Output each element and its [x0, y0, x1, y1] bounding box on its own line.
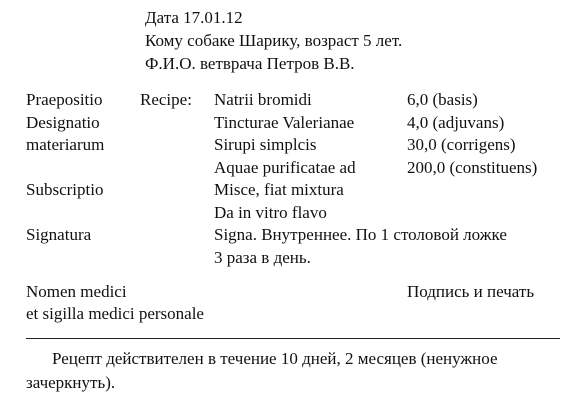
prescription-row — [0, 202, 584, 225]
ingredient-amount: 30,0 (corrigens) — [407, 135, 516, 154]
ingredient-name: Natrii bromidi — [214, 90, 312, 109]
sigilla-label: et sigilla medici personale — [26, 304, 204, 323]
prescription-header — [145, 7, 402, 76]
nomen-medici-label: Nomen medici — [26, 282, 127, 301]
instruction-text: Misce, fiat mixtura — [214, 180, 344, 199]
validity-note-line1: Рецепт действителен в течение 10 дней, 2 месяцев (ненужное — [52, 349, 498, 368]
section-label: Praepositio — [26, 90, 103, 109]
date-line: Дата 17.01.12 — [145, 8, 243, 27]
ingredient-name: Tincturae Valerianae — [214, 113, 355, 132]
patient-line: Кому собаке Шарику, возраст 5 лет. — [145, 31, 403, 50]
ingredient-amount: 200,0 (constituens) — [407, 158, 538, 177]
prescription-row — [0, 134, 584, 157]
section-label: Subscriptio — [26, 180, 104, 199]
section-label: Designatio — [26, 113, 100, 132]
instruction-text: 3 раза в день. — [214, 248, 311, 267]
instruction-text: Signa. Внутреннее. По 1 столовой ложке — [214, 225, 507, 244]
instruction-text: Da in vitro flavo — [214, 203, 327, 222]
divider-line — [26, 338, 560, 339]
signature-row — [0, 281, 584, 304]
sign-and-stamp-label: Подпись и печать — [407, 282, 535, 301]
prescription-row — [0, 89, 584, 112]
vet-line: Ф.И.О. ветврача Петров В.В. — [145, 54, 355, 73]
section-label: materiarum — [26, 135, 105, 154]
prescription-row — [0, 157, 584, 180]
prescription-row — [0, 112, 584, 135]
ingredient-amount: 6,0 (basis) — [407, 90, 478, 109]
signature-row — [0, 303, 584, 326]
recipe-label: Recipe: — [140, 90, 192, 109]
section-label: Signatura — [26, 225, 92, 244]
prescription-row — [0, 224, 584, 247]
ingredient-name: Sirupi simplcis — [214, 135, 317, 154]
validity-note-line2: зачеркнуть). — [26, 373, 116, 392]
ingredient-amount: 4,0 (adjuvans) — [407, 113, 505, 132]
prescription-row — [0, 179, 584, 202]
ingredient-name: Aquae purificatae ad — [214, 158, 356, 177]
prescription-row — [0, 247, 584, 270]
